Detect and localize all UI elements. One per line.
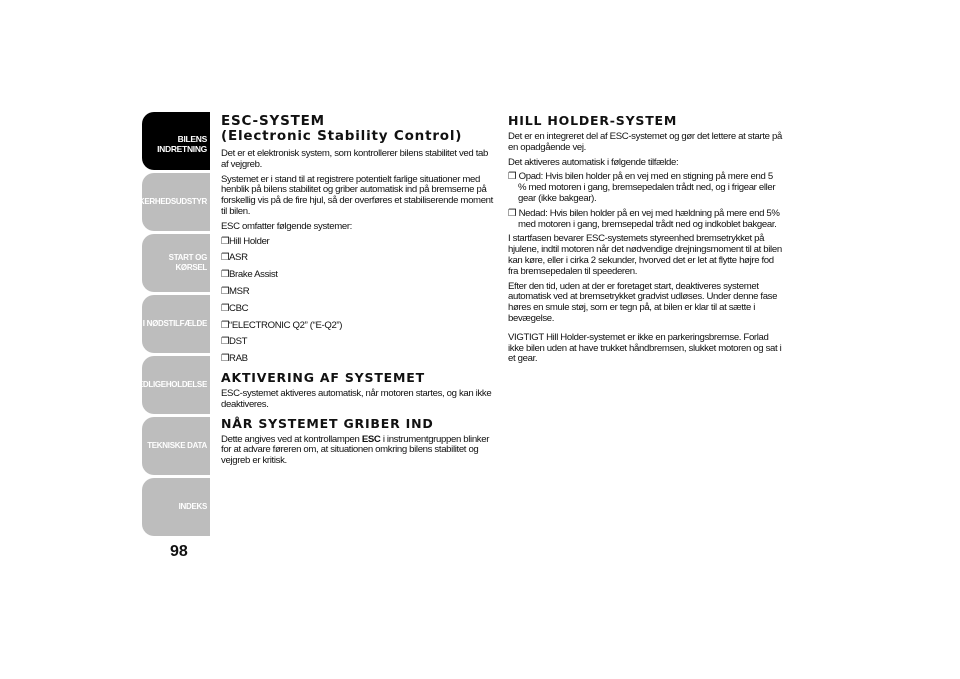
list-item xyxy=(221,237,496,248)
esc-intro-2: Systemet er i stand til at registrere potentielt farlige situationer med henblik på bilens stabilitet og griber automatisk ind på bremserne på forskellig vis på de fire hjul, så der overføres et stabiliserende moment til bilen. xyxy=(221,173,493,217)
tab-vedligeholdelse[interactable]: VEDLIGEHOLDELSE xyxy=(142,356,210,414)
checkbox-bullet-icon: ❒ xyxy=(221,353,230,365)
list-item xyxy=(508,209,783,231)
list-item xyxy=(221,337,496,348)
griber-ind-title: NÅR SYSTEMET GRIBER IND xyxy=(221,415,434,431)
list-item xyxy=(221,304,496,315)
hill-holder-title: HILL HOLDER-SYSTEM xyxy=(508,113,678,128)
list-item-text: CBC xyxy=(229,302,249,314)
checkbox-bullet-icon: ❒ xyxy=(221,285,230,297)
aktivering-text: ESC-systemet aktiveres automatisk, når motoren startes, og kan ikke deaktiveres. xyxy=(221,387,492,410)
list-item-text: RAB xyxy=(229,353,248,365)
esc-title-line1: ESC-SYSTEM xyxy=(221,113,325,129)
esc-title-line2: (Electronic Stability Control) xyxy=(221,128,463,144)
griber-ind-text-pre: Dette angives ved at kontrollampen xyxy=(221,433,362,445)
list-item xyxy=(221,287,496,298)
aktivering-title: AKTIVERING AF SYSTEMET xyxy=(221,369,425,385)
chapter-sidebar xyxy=(126,112,210,539)
list-item-text: DST xyxy=(229,336,248,348)
tab-i-nodstilfaelde[interactable]: I NØDSTILFÆLDE xyxy=(142,295,210,353)
hill-holder-p2: Det aktiveres automatisk i følgende tilfælde: xyxy=(508,156,679,168)
hill-holder-p4: Efter den tid, uden at der er foretaget start, deaktiveres systemet automatisk ved at bremsetrykket gradvist udløses. Under denne fase høres en smule støj, som er tegn på, at bilen er klar til at sætte i bevægelse. xyxy=(508,280,778,324)
checkbox-bullet-icon: ❒ xyxy=(508,171,517,183)
list-item-text: “ELECTRONIC Q2” (“E-Q2”) xyxy=(229,319,343,331)
systems-list xyxy=(221,237,496,365)
checkbox-bullet-icon: ❒ xyxy=(508,207,517,219)
esc-intro-1: Det er et elektronisk system, som kontrollerer bilens stabilitet ved tab af vejgreb. xyxy=(221,148,488,170)
list-item xyxy=(508,172,783,204)
hill-holder-p3: I startfasen bevarer ESC-systemets styreenhed bremsetrykket på hjulene, indtil motoren når det nødvendige drejningsmoment til at bilen kan køre, eller i cirka 2 sekunder, hvorved det er let at flytte højre fod fra bremsepedalen til speederen. xyxy=(508,233,782,277)
tab-indeks[interactable]: INDEKS xyxy=(142,478,210,536)
right-column xyxy=(508,114,783,369)
page-number: 98 xyxy=(170,543,188,560)
checkbox-bullet-icon: ❒ xyxy=(221,252,230,264)
checkbox-bullet-icon: ❒ xyxy=(221,235,230,247)
list-item xyxy=(221,354,496,365)
esc-warning-lamp-label: ESC xyxy=(361,433,381,445)
tab-tekniske-data[interactable]: TEKNISKE DATA xyxy=(142,417,210,475)
esc-intro-3: ESC omfatter følgende systemer: xyxy=(221,220,352,232)
list-item-text: Nedad: Hvis bilen holder på en vej med hældning på mere end 5% med motoren i gang, bremsepedal trådt ned og indkoblet bakgear. xyxy=(518,207,780,230)
hill-holder-important: VIGTIGT Hill Holder-systemet er ikke en parkeringsbremse. Forlad ikke bilen uden at have trukket håndbremsen, slukket motoren og sat i et gear. xyxy=(508,331,782,365)
griber-ind-text-post: i instrumentgruppen blinker for at advare føreren om, at situationen omkring bilens stabilitet og vejgreb er kritisk. xyxy=(221,433,490,467)
tab-sikkerhedsudstyr[interactable]: SIKKERHEDSUDSTYR xyxy=(142,173,210,231)
esc-title xyxy=(221,114,496,144)
checkbox-bullet-icon: ❒ xyxy=(221,336,230,348)
griber-ind-text xyxy=(221,435,496,467)
checkbox-bullet-icon: ❒ xyxy=(221,302,230,314)
list-item-text: Hill Holder xyxy=(229,235,270,247)
tab-bilens-indretning[interactable]: BILENS INDRETNING xyxy=(142,112,210,170)
list-item xyxy=(221,253,496,264)
list-item-text: Brake Assist xyxy=(229,269,278,281)
list-item xyxy=(221,321,496,332)
list-item-text: MSR xyxy=(229,285,250,297)
checkbox-bullet-icon: ❒ xyxy=(221,319,230,331)
tab-start-og-korsel[interactable]: START OG KØRSEL xyxy=(142,234,210,292)
left-column xyxy=(221,114,496,471)
list-item-text: Opad: Hvis bilen holder på en vej med en stigning på mere end 5 % med motoren i gang, bremsepedalen trådt ned, og i frigear eller gear (ikke bakgear). xyxy=(518,171,776,204)
checkbox-bullet-icon: ❒ xyxy=(221,269,230,281)
list-item xyxy=(221,270,496,281)
list-item-text: ASR xyxy=(229,252,248,264)
hill-holder-p1: Det er en integreret del af ESC-systemet og gør det lettere at starte på en opadgående vej. xyxy=(508,131,782,153)
